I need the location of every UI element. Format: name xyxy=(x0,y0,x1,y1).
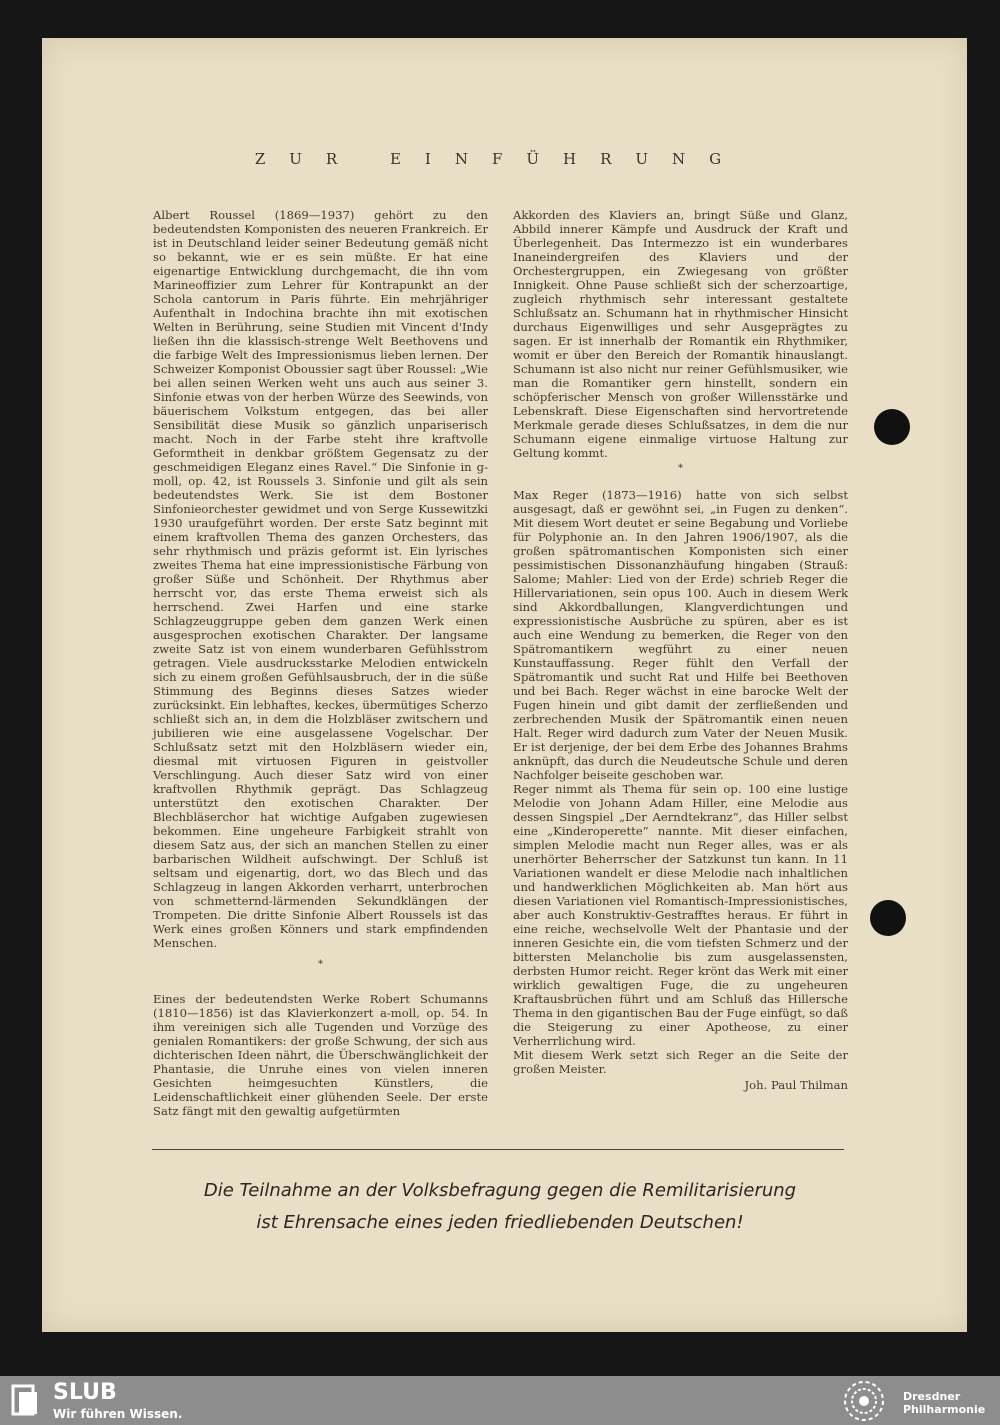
page-heading: ZUR EINFÜHRUNG xyxy=(254,150,746,168)
partner-name-line-1: Dresdner xyxy=(903,1390,961,1403)
reger-paragraph-3: Mit diesem Werk setzt sich Reger an die Seite der großen Meister. xyxy=(513,1048,848,1076)
slub-brand[interactable]: SLUB xyxy=(53,1380,117,1405)
slub-logo-icon xyxy=(10,1384,40,1416)
dresdner-philharmonie-logo-icon xyxy=(843,1380,885,1422)
left-column xyxy=(153,208,488,1118)
slogan-line-1: Die Teilnahme an der Volksbefragung gegen die Remilitarisierung xyxy=(203,1180,797,1201)
slogan-line-2: ist Ehrensache eines jeden friedliebenden Deutschen! xyxy=(256,1212,744,1233)
footer-bar xyxy=(0,1376,1000,1425)
right-column xyxy=(513,208,848,1092)
schumann-paragraph: Eines der bedeutendsten Werke Robert Schumanns (1810—1856) ist das Klavierkonzert a-moll, op. 54. In ihm vereinigen sich alle Tugenden und Vorzüge des genialen Romantikers: der große Schwung, der sich aus dichterischen Ideen nährt, die Überschwänglichkeit der Phantasie, die Unruhe eines von vielen inneren Gesichten heimgesuchten Künstlers, die Leidenschaftlichkeit einer glühenden Seele. Der erste Satz fängt mit den gewaltig aufgetürmten xyxy=(153,992,488,1118)
section-separator: * xyxy=(678,463,683,474)
punch-hole-bottom xyxy=(870,900,906,936)
divider-line xyxy=(152,1149,844,1150)
reger-paragraph-1: Max Reger (1873—1916) hatte von sich selbst ausgesagt, daß er gewöhnt sei, „in Fugen zu denken“. Mit diesem Wort deutet er seine Begabung und Vorliebe für Polyphonie an. In den Jahren 1906/1907, als die großen spätromantischen Komponisten sich einer pessimistischen Dissonanzhäufung hingaben (Strauß: Salome; Mahler: Lied von der Erde) schrieb Reger die Hillervariationen, sein opus 100. Auch in diesem Werk sind Akkordballungen, Klangverdichtungen und expressionistische Ausbrüche zu spüren, aber es ist auch eine Wendung zu bemerken, die Reger von den Spätromantikern wegführt zu einer neuen Kunstauffassung. Reger fühlt den Verfall der Spätromantik und sucht Rat und Hilfe bei Beethoven und bei Bach. Reger wächst in eine barocke Welt der Fugen hinein und gibt damit der zerfließenden und zerbrechenden Musik der Spätromantik einen neuen Halt. Reger wird dadurch zum Vater der Neuen Musik. Er ist derjenige, der bei dem Erbe des Johannes Brahms anknüpft, das durch die Neudeutsche Schule und deren Nachfolger beiseite geschoben war. xyxy=(513,488,848,782)
section-separator: * xyxy=(318,959,323,970)
schumann-continuation: Akkorden des Klaviers an, bringt Süße und Glanz, Abbild innerer Kämpfe und Ausdruck der Kraft und Überlegenheit. Das Intermezzo ist ein wunderbares Inaneindergreifen des Klaviers und der Orchestergruppen, ein Zwiegesang von größter Innigkeit. Ohne Pause schließt sich der scherzoartige, zugleich rhythmisch sehr interessant gestaltete Schlußsatz an. Schumann hat in rhythmischer Hinsicht durchaus Eigenwilliges und sehr Ausgeprägtes zu sagen. Er ist innerhalb der Romantik ein Rhythmiker, womit er über den Bereich der Romantik hinauslangt. Schumann ist also nicht nur reiner Gefühlsmusiker, wie man die Romantiker gern hinstellt, sondern ein schöpferischer Mensch von großer Willensstärke und Lebenskraft. Diese Eigenschaften sind hervortretende Merkmale gerade dieses Schlußsatzes, in dem die nur Schumann eigene einmalige virtuose Haltung zur Geltung kommt. xyxy=(513,208,848,460)
reger-paragraph-2: Reger nimmt als Thema für sein op. 100 eine lustige Melodie von Johann Adam Hiller, eine Melodie aus dessen Singspiel „Der Aerndtekranz“, das Hiller selbst eine „Kinderoperette“ nannte. Mit dieser einfachen, simplen Melodie macht nun Reger alles, was er als unerhörter Beherrscher der Satzkunst tun kann. In 11 Variationen wandelt er diese Melodie nach inhaltlichen und handwerklichen Möglichkeiten ab. Man hört aus diesen Variationen viel Romantisch-Impressionistisches, aber auch Konstruktiv-Gestrafftes heraus. Er führt in eine reiche, wechselvolle Welt der Phantasie und der inneren Gesichte ein, die vom tiefsten Schmerz und der bittersten Melancholie bis zum ausgelassensten, derbsten Humor reicht. Reger krönt das Werk mit einer wirklich gewaltigen Fuge, die zu ungeheuren Kraftausbrüchen führt und am Schluß das Hillersche Thema in den gigantischen Bau der Fuge einfügt, so daß die Steigerung zu einer Apotheose, zu einer Verherrlichung wird. xyxy=(513,782,848,1048)
author-signature: Joh. Paul Thilman xyxy=(744,1078,848,1092)
punch-hole-top xyxy=(874,409,910,445)
partner-name[interactable] xyxy=(903,1390,985,1416)
roussel-paragraph: Albert Roussel (1869—1937) gehört zu den bedeutendsten Komponisten des neueren Frankreich. Er ist in Deutschland leider seiner Bedeutung gemäß nicht so bekannt, wie er es sein müßte. Er hat eine eigenartige Entwicklung durchgemacht, die ihn vom Marineoffizier zum Lehrer für Kontrapunkt an der Schola cantorum in Paris führte. Ein mehrjähriger Aufenthalt in Indochina brachte ihn mit exotischen Welten in Berührung, seine Studien mit Vincent d'Indy ließen ihn die klassisch-strenge Welt Beethovens und die farbige Welt des Impressionismus lieben lernen. Der Schweizer Komponist Oboussier sagt über Roussel: „Wie bei allen seinen Werken weht uns auch aus seiner 3. Sinfonie etwas von der herben Würze des Seewinds, von bäuerischem Volkstum entgegen, das bei aller Sensibilität diese Musik so gänzlich unpariserisch macht. Noch in der Farbe steht ihre kraftvolle Geformtheit in denkbar größtem Gegensatz zu der geschmeidigen Eleganz eines Ravel.“ Die Sinfonie in g-moll, op. 42, ist Roussels 3. Sinfonie und gilt als sein bedeutendstes Werk. Sie ist dem Bostoner Sinfonieorchester gewidmet und von Serge Kussewitzki 1930 uraufgeführt worden. Der erste Satz beginnt mit einem kraftvollen Thema des ganzen Orchesters, das sehr rhythmisch und präzis geformt ist. Ein lyrisches zweites Thema hat eine impressionistische Färbung von großer Süße und Schönheit. Der Rhythmus aber herrscht vor, das erste Thema erweist sich als herrschend. Zwei Harfen und eine starke Schlagzeuggruppe geben dem ganzen Werk einen ausgesprochen exotischen Charakter. Der langsame zweite Satz ist von einem wunderbaren Gefühlsstrom getragen. Viele ausdrucksstarke Melodien entwickeln sich zu einem großen Gefühlsausbruch, der in die süße Stimmung des Beginns dieses Satzes wieder zurücksinkt. Ein lebhaftes, keckes, übermütiges Scherzo schließt sich an, in dem die Holzbläser zwitschern und jubilieren wie eine ausgelassene Vogelschar. Der Schlußsatz setzt mit den Holzbläsern wieder ein, diesmal mit virtuosen Figuren in geistvoller Verschlingung. Auch dieser Satz wird von einer kraftvollen Rhythmik geprägt. Das Schlagzeug unterstützt den exotischen Charakter. Der Blechbläserchor hat wichtige Aufgaben zugewiesen bekommen. Eine ungeheure Farbigkeit strahlt von diesem Satz aus, der sich an manchen Stellen zu einer barbarischen Wildheit aufschwingt. Der Schluß ist seltsam und eigenartig, dort, wo das Blech und das Schlagzeug in langen Akkorden verharrt, unterbrochen von schmetternd-lärmenden Sekundklängen der Trompeten. Die dritte Sinfonie Albert Roussels ist das Werk eines großen Könners und stark empfindenden Menschen. xyxy=(153,208,488,950)
slub-tagline: Wir führen Wissen. xyxy=(53,1407,183,1421)
partner-name-line-2: Philharmonie xyxy=(903,1403,986,1416)
